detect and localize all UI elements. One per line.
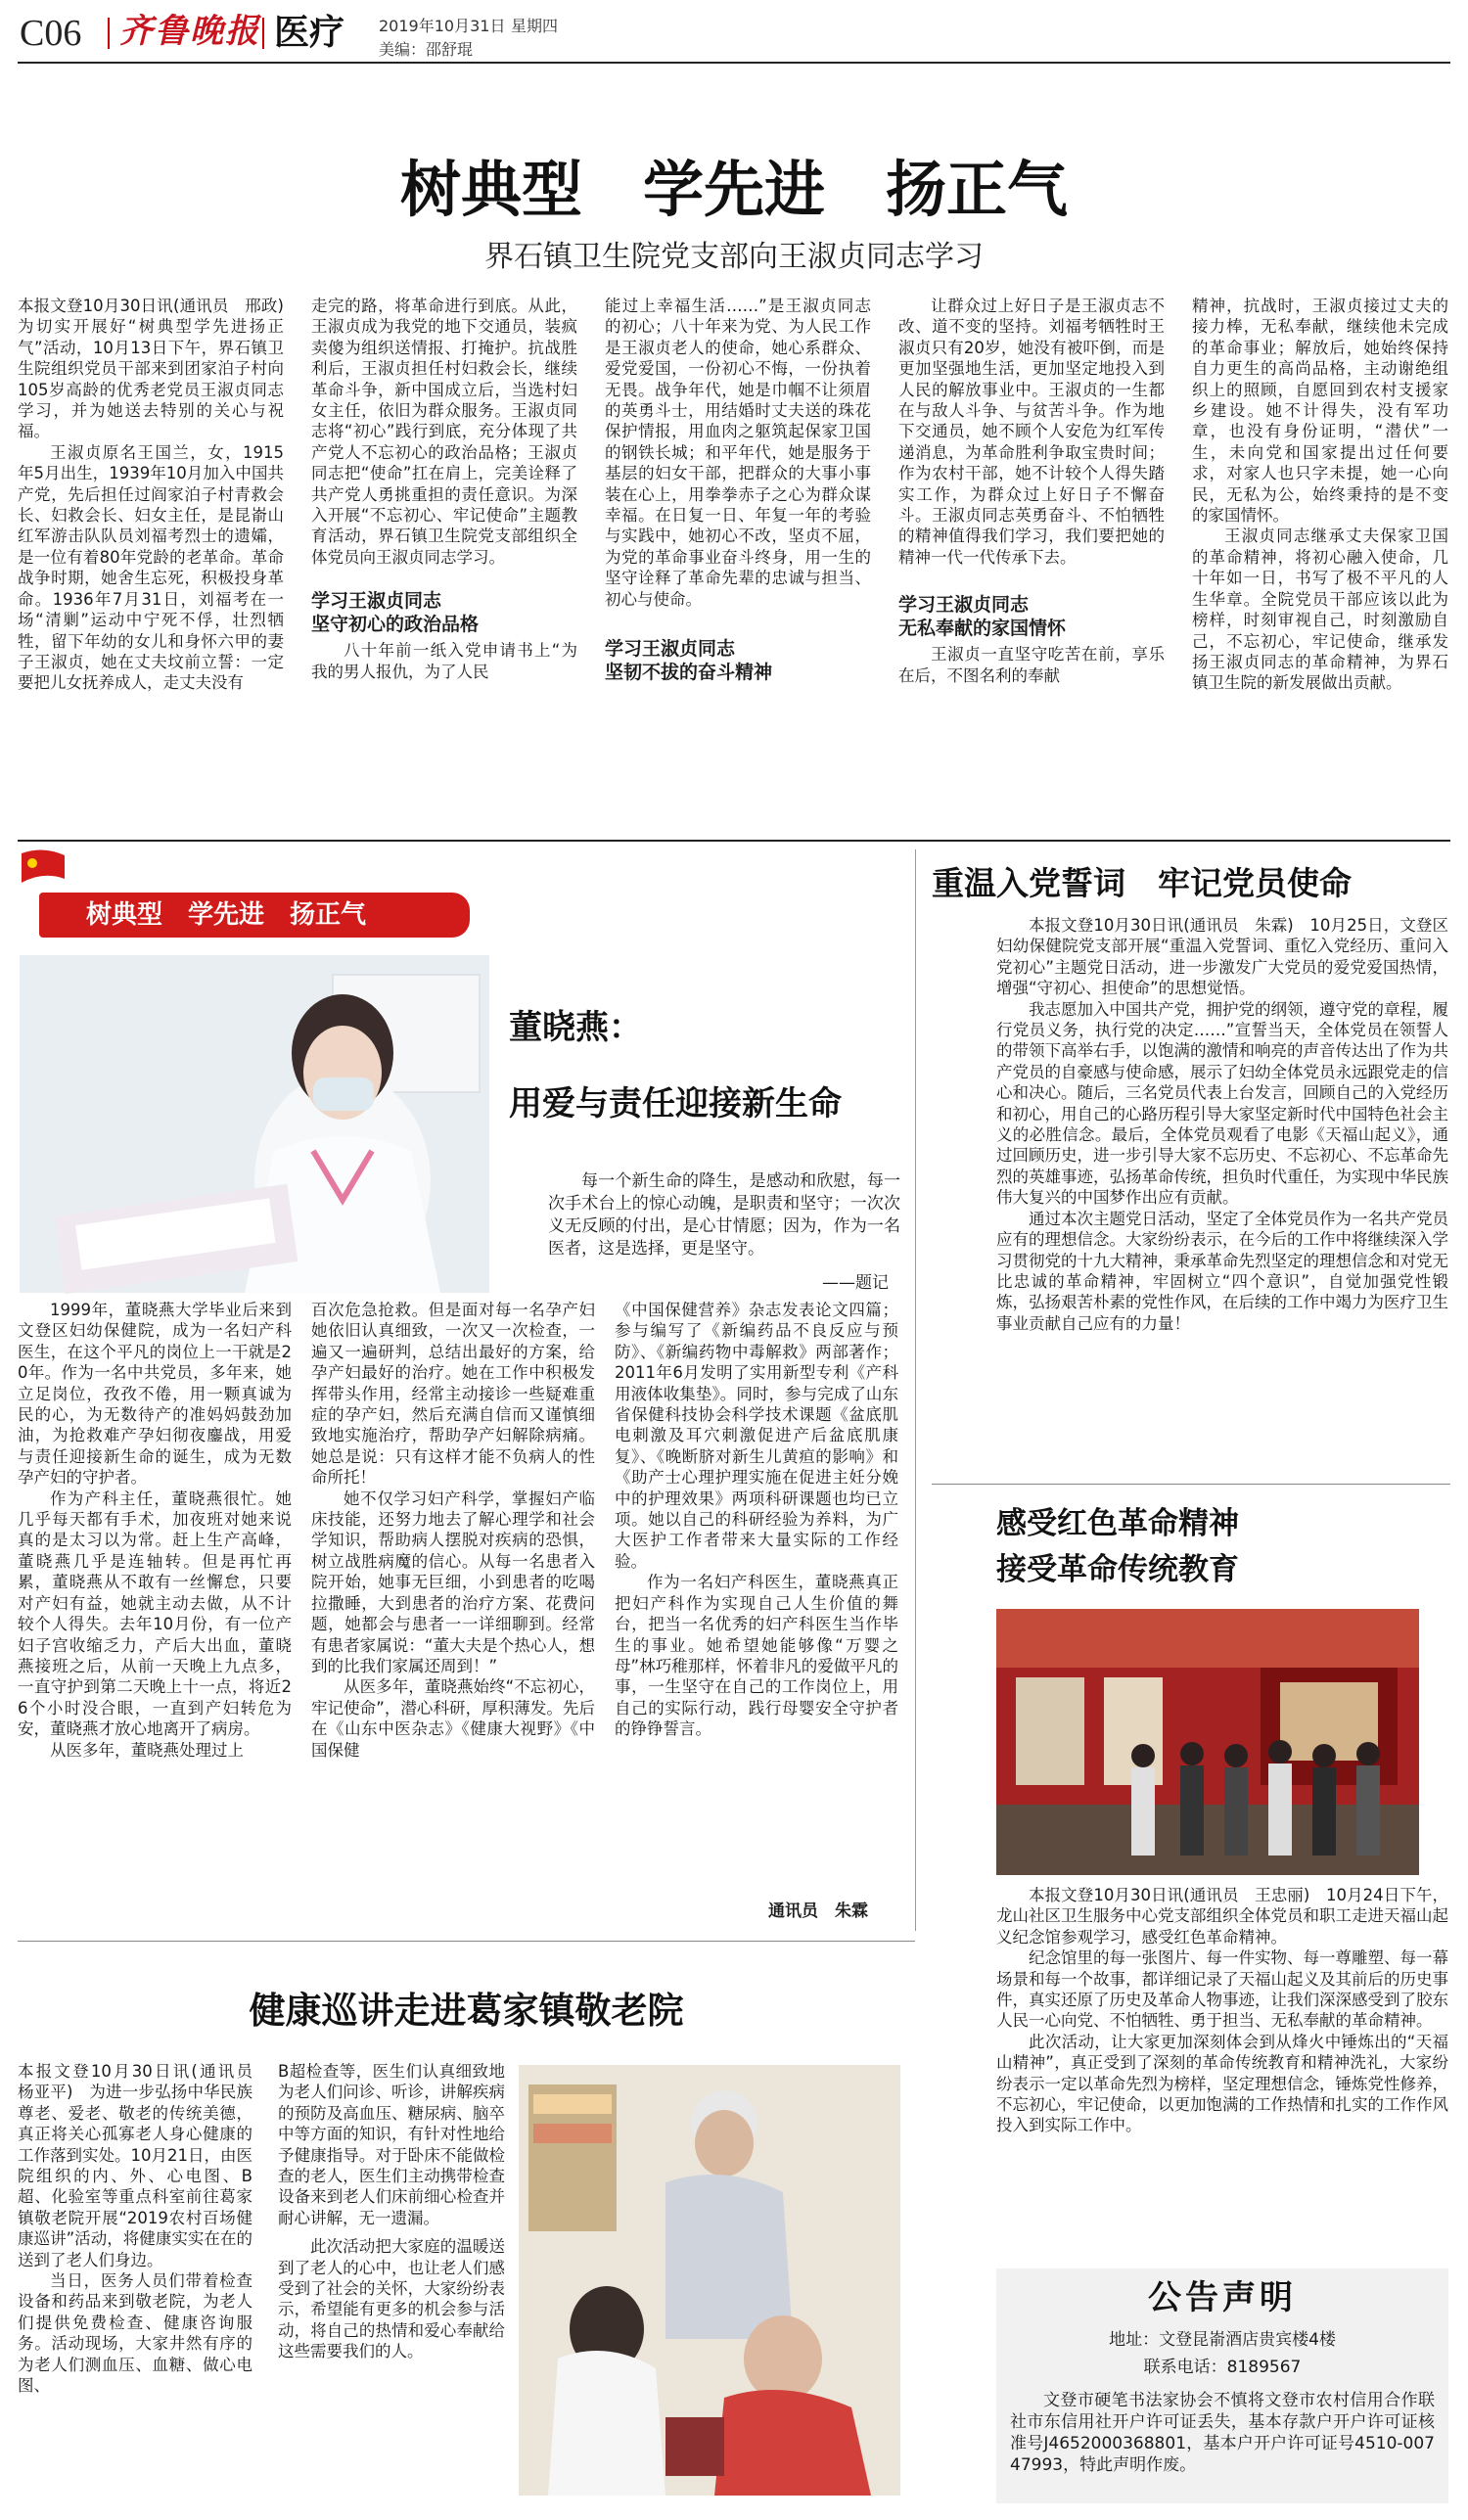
memorial-hall-photo [996, 1609, 1419, 1875]
article3-headline: 重温入党誓词 牢记党员使命 [932, 864, 1352, 902]
article5-headline: 健康巡讲走进葛家镇敬老院 [249, 1990, 684, 2032]
article1-column-1: 本报文登10月30日讯(通讯员 邢政) 为切实开展好“树典型学先进扬正气”活动，10月13日下午，界石镇卫生院组织党员干部来到团家泊子村向105岁高龄的优秀老党员王淑贞同志学习，并为她送去特别的关心与祝福。 王淑贞原名王国兰，女，1915年5月出生，1939年10月加入中国共产党，先后担任过阎家泊子村青救会长、妇救会长、妇女主任，是昆嵛山红军游击队队员刘福考烈士的遗孀，是一位有着80年党龄的老革命。革命战争时期，她舍生忘死，积极投身革命。1936年7月31日，刘福考在一场“清剿”运动中宁死不俘，壮烈牺牲，留下年幼的女儿和身怀六甲的妻子王淑贞，她在丈夫坟前立誓：一定要把儿女抚养成人，走丈夫没有 [18, 297, 300, 693]
notice-title: 公告声明 [1148, 2278, 1297, 2317]
editor-credit: 美编：邵舒琨 [379, 40, 474, 59]
paper-logo: 齐鲁晚报 [119, 12, 260, 51]
issue-weekday: 星期四 [511, 17, 559, 35]
article2-byline: 通讯员 朱霖 [768, 1901, 868, 1921]
article1-column-5: 精神，抗战时，王淑贞接过丈夫的接力棒，无私奉献，继续他未完成的革命事业；解放后，她始终保持自力更生的高尚品格，主动谢绝组织上的照顾，自愿回到农村支援家乡建设。她不计得失，没有军功章，也没有身份证明，“潜伏”一生，未向党和国家提出过任何要求，对家人也只字未提，她一心向民，无私为公，始终秉持的是不变的家国情怀。 王淑贞同志继承丈夫保家卫国的革命精神，将初心融入使命，几十年如一日，书写了极不平凡的人生华章。全院党员干部应该以此为榜样，时刻审视自己，时刻激励自己，不忘初心，牢记使命，继承发扬王淑贞同志的革命精神，为界石镇卫生院的新发展做出贡献。 [1192, 297, 1448, 693]
article2-headline-name: 董晓燕： [509, 1008, 642, 1047]
article2-column-3: 《中国保健营养》杂志发表论文四篇；参与编写了《新编药品不良反应与预防》、《新编药物中毒解救》两部著作；2011年6月发明了实用新型专利《产科用液体收集垫》。同时，参与完成了山东省保健科技协会科学技术课题《盆底肌电刺激及耳穴刺激促进产后盆底肌康复》、《晚断脐对新生儿黄疸的影响》和《助产士心理护理实施在促进主妊分娩中的护理效果》两项科研课题也均已立项。她以自己的科研经验为养料，为广大医护工作者带来大量实际的工作经验。 作为一名妇产科医生，董晓燕真正把妇产科作为实现自己人生价值的舞台，把当一名优秀的妇产科医生当作毕生的事业。她希望她能够像“万婴之母”林巧稚那样，怀着非凡的爱做平凡的事，一生坚守在自己的工作岗位上，用自己的实际行动，践行母婴安全守护者的铮铮誓言。 [615, 1301, 898, 1739]
article3-body: 本报文登10月30日讯(通讯员 朱霖) 10月25日，文登区妇幼保健院党支部开展“重温入党誓词、重忆入党经历、重问入党初心”主题党日活动，进一步激发广大党员的爱党爱国热情，增强“守初心、担使命”的思想觉悟。 我志愿加入中国共产党，拥护党的纲领，遵守党的章程，履行党员义务，执行党的决定……”宣誓当天，全体党员在领誓人的带领下高举右手，以饱满的激情和响亮的声音传达出了作为共产党员的自豪感与使命感，展示了妇幼全体党员永远跟党走的信心和决心。随后，三名党员代表上台发言，回顾自己的入党经历和初心，用自己的心路历程引导大家坚定新时代中国特色社会主义的必胜信念。最后，全体党员观看了电影《天福山起义》，通过回顾历史，进一步引导大家不忘历史、不忘初心、不忘革命先烈的英雄事迹，弘扬革命传统，担负时代重任，为实现中华民族伟大复兴的中国梦作出应有贡献。 通过本次主题党日活动，坚定了全体党员作为一名共产党员应有的理想信念。大家纷纷表示，在今后的工作中将继续深入学习贯彻党的十九大精神，秉承革命先烈坚定的理想信念和对党无比忠诚的革命精神，牢固树立“四个意识”，自觉加强党性锻炼，弘扬艰苦朴素的党性作风，在后续的工作中竭力为医疗卫生事业贡献自己应有的力量！ [996, 916, 1448, 1333]
article1-subheading-1: 学习王淑贞同志 坚守初心的政治品格 [311, 590, 480, 636]
article1-column-4: 让群众过上好日子是王淑贞志不改、道不变的坚持。刘福考牺牲时王淑贞只有20岁，她没有被吓倒，而是更加坚强地生活，更加坚定地投入到人民的解放事业中。王淑贞的一生都在与敌人斗争、与贫苦斗争。作为地下交通员，她不顾个人安危为红军传递消息，为革命胜利争取宝贵时间；作为农村干部，她不计较个人得失踏实工作，为群众过上好日子不懈奋斗。王淑贞同志英勇奋斗、不怕牺牲的精神值得我们学习，我们要把她的精神一代一代传承下去。 学习王淑贞同志 无私奉献的家国情怀 王淑贞一直坚守吃苦在前，享乐在后，不图名利的奉献 [898, 297, 1165, 685]
article4-headline-line2: 接受革命传统教育 [996, 1552, 1239, 1587]
article2-headline-title: 用爱与责任迎接新生命 [509, 1084, 842, 1123]
article5-top-rule [18, 1941, 915, 1942]
article1-subheading-3: 学习王淑贞同志 无私奉献的家国情怀 [898, 594, 1067, 640]
notice-address: 地址：文登昆嵛酒店贵宾楼4楼 [1109, 2330, 1336, 2350]
article3-bottom-rule [932, 1484, 1450, 1485]
masthead-rule [18, 62, 1450, 64]
article2-epigraph: 每一个新生命的降生，是感动和欣慰，每一次手术台上的惊心动魄，是职责和坚守；一次次义无反顾的付出，是心甘情愿；因为，作为一名医者，这是选择，更是坚守。 [548, 1171, 900, 1259]
article1-bottom-rule [18, 840, 1450, 842]
article1-headline: 树典型 学先进 扬正气 [399, 154, 1068, 225]
doctor-photo [20, 955, 489, 1293]
column-divider [915, 849, 916, 1931]
article4-headline-line1: 感受红色革命精神 [996, 1506, 1239, 1541]
page-number: C06 [20, 13, 82, 54]
notice-box [996, 2268, 1448, 2503]
article2-column-2: 百次危急抢救。但是面对每一名孕产妇她依旧认真细致，一次又一次检查，一遍又一遍研判，总结出最好的方案，给孕产妇最好的治疗。她在工作中积极发挥带头作用，经常主动接诊一些疑难重症的孕产妇，然后充满自信而又谨慎细致地实施治疗，帮助孕产妇解除病痛。她总是说：只有这样才能不负病人的性命所托！ 她不仅学习妇产科学，掌握妇产临床技能，还努力地去了解心理学和社会学知识，帮助病人摆脱对疾病的恐惧，树立战胜病魔的信心。从每一名患者入院开始，她事无巨细，小到患者的吃喝拉撒睡，大到患者的治疗方案、花费问题，她都会与患者一一详细聊到。经常有患者家属说：“董大夫是个热心人，想到的比我们家属还周到！” 从医多年，董晓燕始终“不忘初心，牢记使命”，潜心科研，厚积薄发。先后在《山东中医杂志》《健康大视野》《中国保健 [311, 1301, 595, 1760]
health-checkup-photo [519, 2065, 900, 2496]
section-banner-text: 树典型 学先进 扬正气 [86, 900, 367, 930]
notice-text: 文登市硬笔书法家协会不慎将文登市农村信用合作联社市东信用社开户许可证丢失，基本存款户开户许可证核准号J4652000368801，基本户开户许可证号4510-00747993，特此声明作废。 [1010, 2391, 1435, 2475]
article2-column-1: 1999年，董晓燕大学毕业后来到文登区妇幼保健院，成为一名妇产科医生，在这个平凡的岗位上一干就是20年。作为一名中共党员，多年来，她立足岗位，孜孜不倦，用一颗真诚为民的心，为无数待产的准妈妈鼓劲加油，为抢救难产孕妇彻夜鏖战，用爱与责任迎接新生命的诞生，成为无数孕产妇的守护者。 作为产科主任，董晓燕很忙。她几乎每天都有手术，加夜班对她来说真的是太习以为常。赶上生产高峰，董晓燕几乎是连轴转。但是再忙再累，董晓燕从不敢有一丝懈怠，只要对产妇有益，她就主动去做，从不计较个人得失。去年10月份，有一位产妇子宫收缩乏力，产后大出血，董晓燕接班之后，从前一天晚上九点多，一直守护到第二天晚上十一点，将近26个小时没合眼，一直到产妇转危为安，董晓燕才放心地离开了病房。 从医多年，董晓燕处理过上 [18, 1301, 292, 1760]
article1-subheading-2: 学习王淑贞同志 坚韧不拔的奋斗精神 [605, 638, 773, 684]
article5-column-1: 本报文登10月30日讯(通讯员 杨亚平) 为进一步弘扬中华民族尊老、爱老、敬老的传统美德，真正将关心孤寡老人身心健康的工作落到实处。10月21日，由医院组织的内、外、心电图、B超、化验室等重点科室前往葛家镇敬老院开展“2019农村百场健康巡讲”活动，将健康实实在在的送到了老人们身边。 当日，医务人员们带着检查设备和药品来到敬老院，为老人们提供免费检查、健康咨询服务。活动现场，大家井然有序的为老人们测血压、血糖、做心电图、 [18, 2062, 269, 2396]
article4-body: 本报文登10月30日讯(通讯员 王忠丽) 10月24日下午，龙山社区卫生服务中心党支部组织全体党员和职工走进天福山起义纪念馆参观学习，感受红色革命精神。 纪念馆里的每一张图片、每一件实物、每一尊雕塑、每一幕场景和每一个故事，都详细记录了天福山起义及其前后的历史事件，真实还原了历史及革命人物事迹，让我们深深感受到了胶东人民一心向党、不怕牺牲、勇于担当、无私奉献的革命精神。 此次活动，让大家更加深刻体会到从烽火中锤炼出的“天福山精神”，真正受到了深刻的革命传统教育和精神洗礼，大家纷纷表示一定以革命先烈为榜样，坚定理想信念，锤炼党性修养，不忘初心，牢记使命，以更加饱满的工作热情和扎实的工作作风投入到实际工作中。 [996, 1886, 1448, 2135]
article1-column-2: 走完的路，将革命进行到底。从此，王淑贞成为我党的地下交通员，装疯卖傻为组织送情报、打掩护。抗战胜利后，王淑贞担任村妇救会长，继续革命斗争，新中国成立后，当选村妇女主任，依旧为群众服务。王淑贞同志将“初心”践行到底，充分体现了共产党人不忘初心的政治品格；王淑贞同志把“使命”扛在肩上，完美诠释了共产党人勇挑重担的责任意识。为深入开展“不忘初心、牢记使命”主题教育活动，界石镇卫生院党支部组织全体党员向王淑贞同志学习。 学习王淑贞同志 坚守初心的政治品格 八十年前一纸入党申请书上“为我的男人报仇，为了人民 [311, 297, 577, 681]
article2-epigraph-sign: ——题记 [822, 1273, 889, 1293]
article5-column-2: B超检查等，医生们认真细致地为老人们问诊、听诊，讲解疾病的预防及高血压、糖尿病、脑卒中等方面的知识，有针对性地给予健康指导。对于卧床不能做检查的老人，医生们主动携带检查设备来到老人们床前细心检查并耐心讲解，无一遗漏。 此次活动把大家庭的温暖送到了老人的心中，也让老人们感受到了社会的关怀，大家纷纷表示，希望能有更多的机会参与活动，将自己的热情和爱心奉献给这些需要我们的人。 [278, 2062, 505, 2361]
masthead [0, 0, 1468, 59]
party-flag-icon [20, 849, 67, 889]
section-banner [39, 893, 470, 938]
article1-subhead: 界石镇卫生院党支部向王淑贞同志学习 [484, 240, 984, 274]
issue-date: 2019年10月31日 [379, 17, 506, 35]
section-name: 医疗 [274, 13, 345, 53]
article1-column-3: 能过上幸福生活……”是王淑贞同志的初心；八十年来为党、为人民工作是王淑贞老人的使命，她心系群众、爱党爱国，一份初心不悔，一份执着无畏。战争年代，她是巾帼不让须眉的英勇斗士，用结婚时丈夫送的珠花保护情报，用血肉之躯筑起保家卫国的钢铁长城；和平年代，她是服务于基层的妇女干部，把群众的大事小事装在心上，用拳拳赤子之心为群众谋幸福。在日复一日、年复一年的考验与实践中，她初心不改，坚贞不屈，为党的革命事业奋斗终身，用一生的坚守诠释了革命先辈的忠诚与担当、初心与使命。 学习王淑贞同志 坚韧不拔的奋斗精神 [605, 297, 871, 684]
notice-phone: 联系电话：8189567 [1143, 2358, 1302, 2377]
